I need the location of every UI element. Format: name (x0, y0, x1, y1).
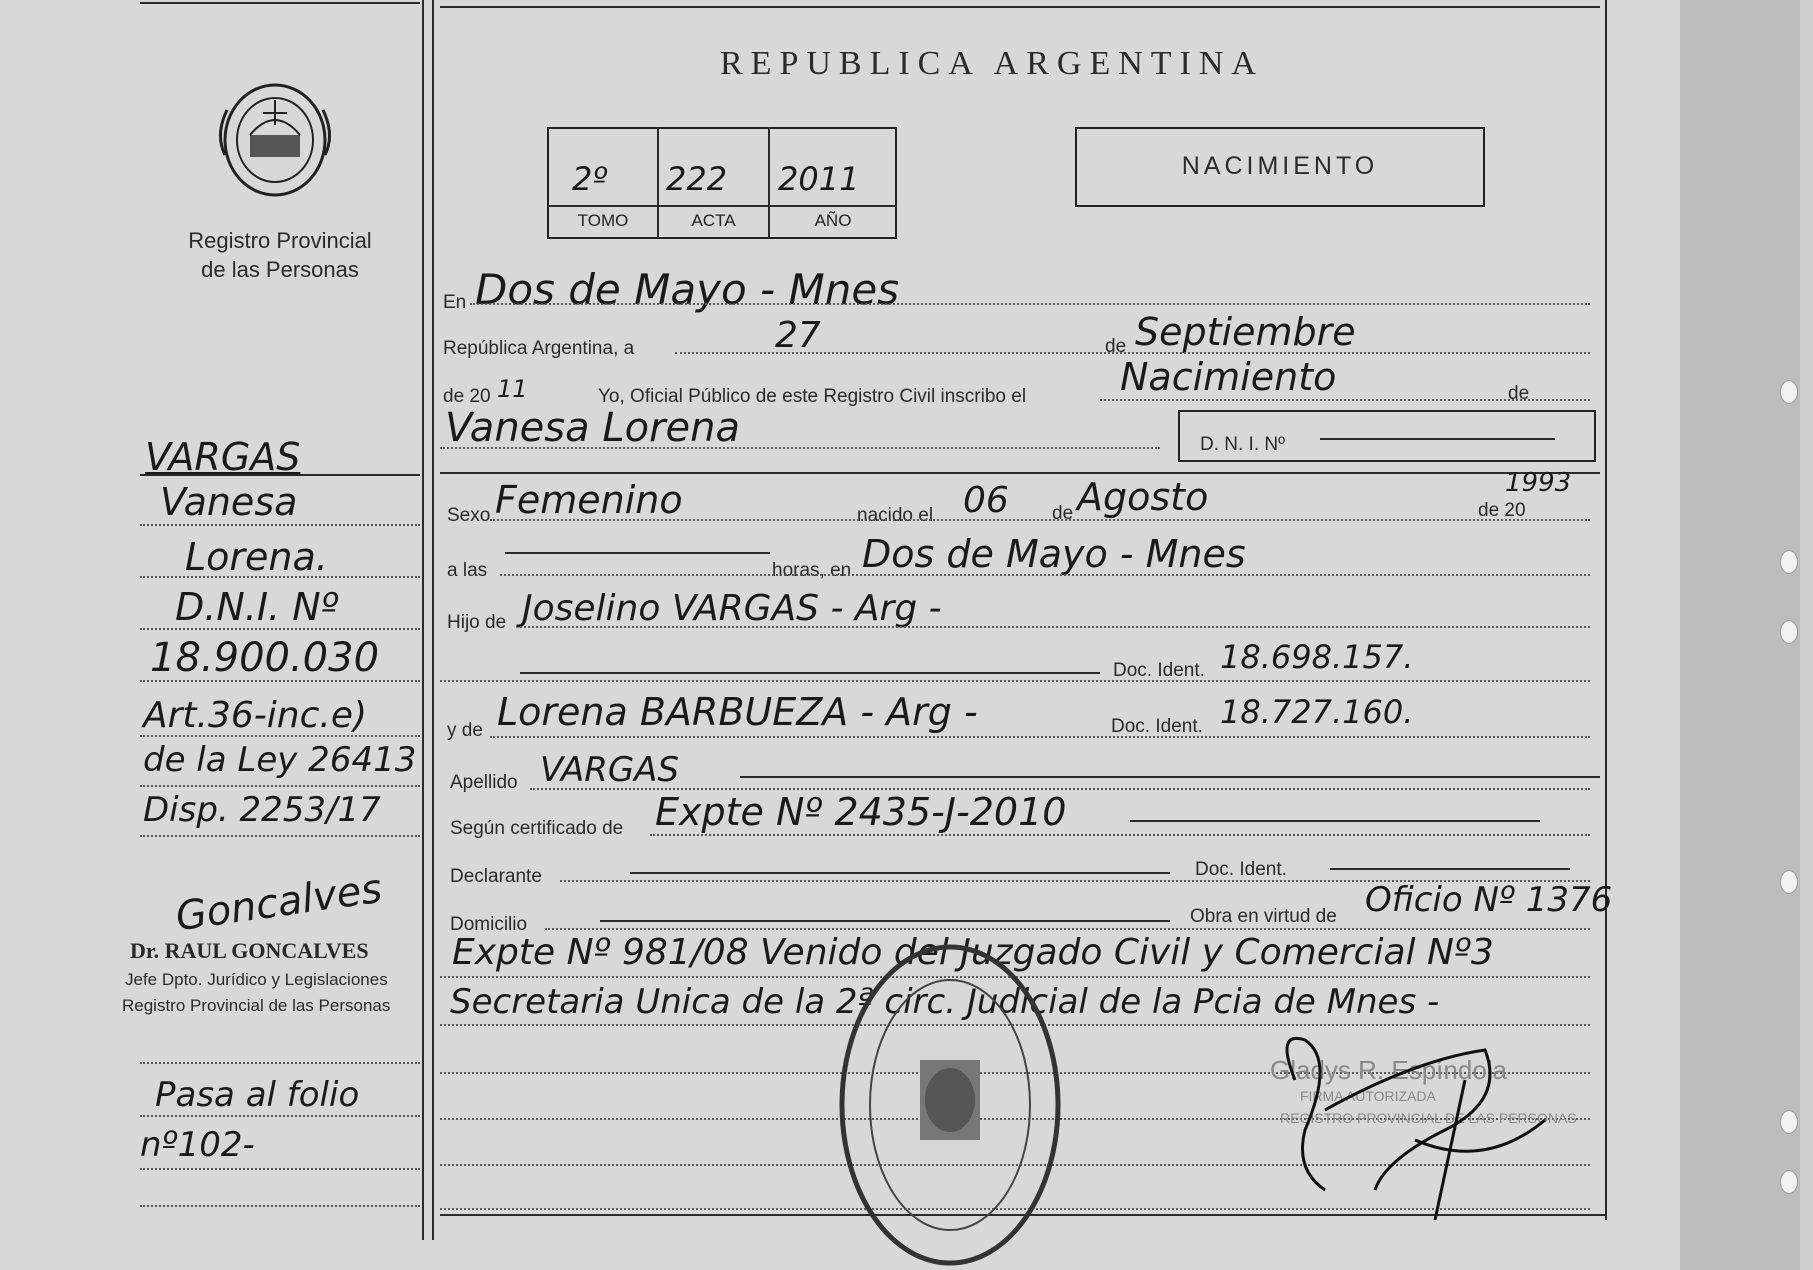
form-dots (520, 626, 1590, 628)
box-caption-rule (547, 205, 897, 207)
year-value: 11 (497, 375, 528, 403)
birth-place-value: Dos de Mayo - Mnes (862, 532, 1246, 576)
label-nacido-de: de (1052, 503, 1074, 524)
ano-value: 2011 (778, 160, 860, 198)
record-type: NACIMIENTO (1181, 152, 1379, 180)
binder-hole (1780, 550, 1798, 574)
margin-name2: Lorena. (185, 535, 328, 579)
label-official-text: Yo, Oficial Público de este Registro Civil inscribo el (598, 386, 1027, 407)
binder-hole (1780, 380, 1798, 404)
margin-dots (140, 785, 420, 787)
ano-label: AÑO (814, 211, 852, 230)
top-rule-left (140, 2, 420, 4)
form-dots (470, 303, 1590, 305)
margin-dots (140, 576, 420, 578)
label-obra: Obra en virtud de (1190, 906, 1337, 927)
margin-divider-a (422, 0, 424, 1240)
margin-dots (140, 680, 420, 682)
margin-dots (140, 628, 420, 630)
label-de-20: de 20 (443, 386, 491, 407)
doc-declarante-blank (1330, 868, 1570, 870)
margin-dni-label: D.N.I. Nº (175, 585, 339, 629)
label-hijo-de: Hijo de (447, 612, 507, 633)
registry-name-line2: de las Personas (201, 257, 359, 282)
margin-name1: Vanesa (160, 480, 298, 524)
tomo-value: 2º (572, 160, 608, 198)
place-value: Dos de Mayo - Mnes (475, 265, 900, 314)
binder-hole (1780, 1110, 1798, 1134)
record-value: Nacimiento (1120, 355, 1337, 399)
form-dots (1100, 399, 1590, 401)
margin-ley-line: de la Ley 26413 (143, 740, 417, 780)
dni-blank (1320, 438, 1555, 440)
label-horas: horas, en (772, 560, 852, 581)
apellido-rule (740, 776, 1600, 778)
section-rule (440, 472, 1600, 474)
form-dots (490, 519, 1590, 521)
declarante-blank (630, 872, 1170, 874)
form-dots (650, 834, 1590, 836)
father-value: Joselino VARGAS - Arg - (522, 588, 942, 629)
label-doc-father: Doc. Ident. (1113, 660, 1205, 681)
form-dots (490, 736, 1590, 738)
margin-rule (140, 474, 420, 476)
acta-label: ACTA (691, 211, 736, 230)
margin-pasa-line2: nº102- (140, 1125, 255, 1165)
label-republica: República Argentina, a (443, 338, 635, 359)
margin-dots (140, 524, 420, 526)
sexo-value: Femenino (495, 478, 683, 522)
label-de-month: de (1105, 336, 1127, 357)
registry-name-line1: Registro Provincial (188, 228, 372, 253)
father-doc-value: 18.698.157. (1220, 638, 1414, 676)
margin-disp-line: Disp. 2253/17 (143, 790, 381, 830)
day-value: 27 (775, 315, 821, 356)
official-name: Dr. RAUL GONCALVES (130, 938, 369, 963)
mother-value: Lorena BARBUEZA - Arg - (497, 690, 978, 734)
form-dots (440, 447, 1160, 449)
margin-dots (140, 1205, 420, 1207)
person-name-value: Vanesa Lorena (445, 405, 741, 451)
margin-dots (140, 835, 420, 837)
form-dots (500, 574, 1590, 576)
birth-year-value: 1993 (1505, 468, 1572, 498)
label-doc-declarante: Doc. Ident. (1195, 859, 1287, 880)
note-line2: Secretaria Unica de la 2ª circ. Judicial de la Pcia de Mnes - (450, 982, 1440, 1022)
apellido-value: VARGAS (540, 750, 680, 790)
margin-dni-value: 18.900.030 (150, 635, 380, 681)
label-domicilio: Domicilio (450, 914, 528, 935)
label-nacido-year: de 20 (1478, 500, 1526, 521)
acta-value: 222 (666, 160, 728, 198)
tomo-label: TOMO (577, 211, 629, 230)
top-rule-right (440, 6, 1600, 8)
form-dots (545, 928, 1590, 930)
margin-dots (140, 1115, 420, 1117)
birth-month-value: Agosto (1077, 475, 1209, 519)
binder-hole (1780, 620, 1798, 644)
label-nacido: nacido el (857, 505, 934, 526)
official-title2: Registro Provincial de las Personas (122, 996, 391, 1015)
right-frame (1605, 0, 1607, 1220)
official-stamp-icon (835, 940, 1065, 1270)
label-de-name: de (1508, 383, 1530, 404)
margin-pasa-line1: Pasa al folio (155, 1075, 360, 1115)
domicilio-blank (600, 920, 1170, 922)
province-seal-icon (215, 75, 335, 205)
binder-hole (1780, 1170, 1798, 1194)
form-dots (675, 352, 1590, 354)
margin-art-line: Art.36-inc.e) (143, 695, 368, 736)
mother-doc-value: 18.727.160. (1220, 693, 1414, 731)
hour-blank (505, 552, 770, 554)
father-extra-line (520, 672, 1100, 674)
segun-rule (1130, 820, 1540, 822)
segun-value: Expte Nº 2435-J-2010 (655, 790, 1067, 834)
label-doc-mother: Doc. Ident. (1111, 716, 1203, 737)
month-value: Septiembre (1135, 310, 1356, 354)
signature-scribble-icon (1265, 1020, 1565, 1220)
margin-dots (140, 735, 420, 737)
margin-dots (140, 1168, 420, 1170)
label-declarante: Declarante (450, 866, 542, 887)
label-dni: D. N. I. Nº (1200, 434, 1286, 455)
country-title: REPUBLICA ARGENTINA (720, 45, 1264, 82)
margin-dots (140, 1062, 420, 1064)
label-a-las: a las (447, 560, 488, 581)
label-y-de: y de (447, 720, 483, 741)
note-line1: Expte Nº 981/08 Venido del Juzgado Civil y Comercial Nº3 (452, 932, 1494, 973)
label-apellido: Apellido (450, 772, 518, 793)
form-dots (440, 680, 1590, 682)
official-signature-name: Gladys R. Espíndola (1270, 1055, 1508, 1085)
margin-signature: Goncalves (172, 865, 385, 941)
margin-surname: VARGAS (145, 435, 301, 479)
official-title1: Jefe Dpto. Jurídico y Legislaciones (125, 970, 388, 989)
label-sexo: Sexo (447, 505, 491, 526)
margin-divider-b (432, 0, 434, 1240)
official-stamp-line1: FIRMA AUTORIZADA (1300, 1088, 1436, 1104)
official-stamp-line2: REGISTRO PROVINCIAL DE LAS PERSONAS (1280, 1110, 1577, 1126)
obra-value: Oficio Nº 1376 (1365, 880, 1613, 920)
birth-day-value: 06 (963, 480, 1009, 521)
label-en: En (443, 292, 467, 313)
label-segun: Según certificado de (450, 818, 624, 839)
binder-hole (1780, 870, 1798, 894)
